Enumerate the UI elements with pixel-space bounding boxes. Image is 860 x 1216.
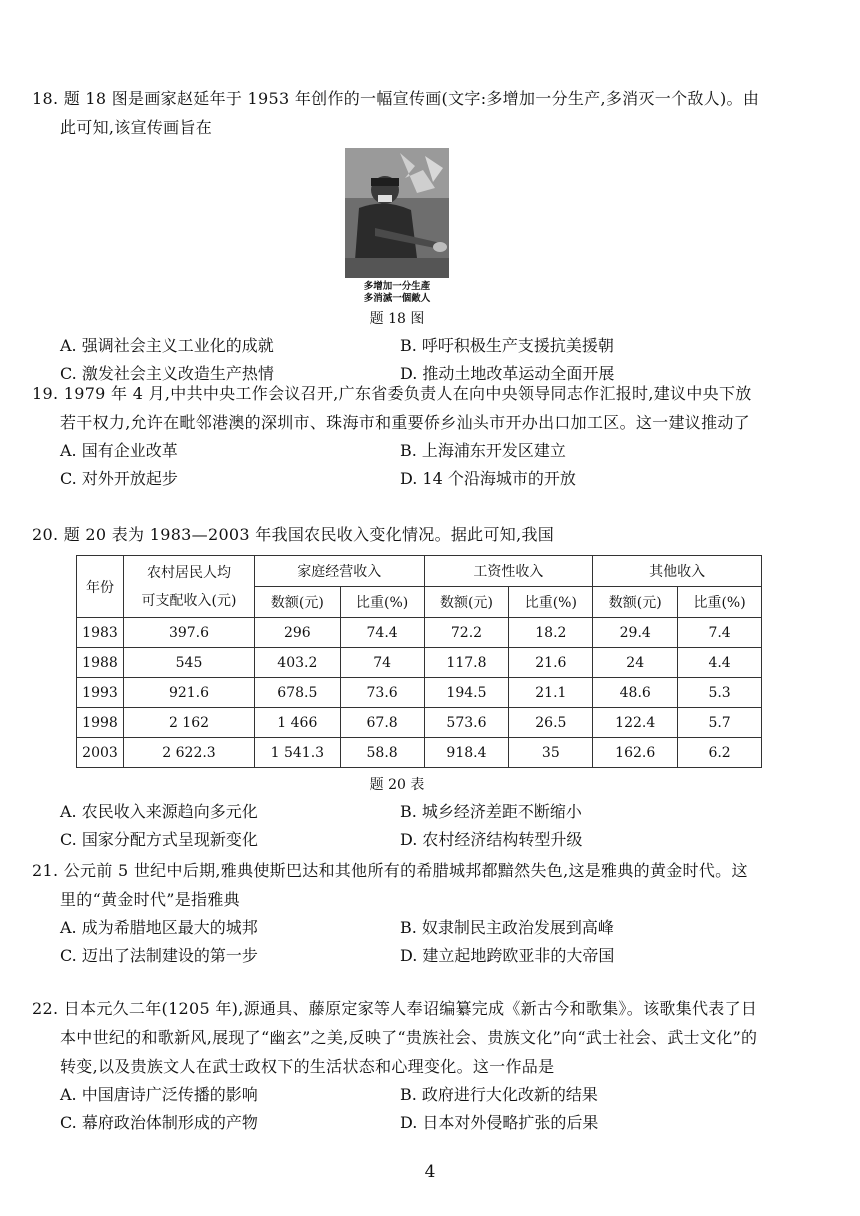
question-19-options [32, 437, 762, 493]
table-row: 1983 397.6 296 74.4 72.2 18.2 29.4 7.4 [77, 618, 762, 648]
header-amount: 数额(元) [255, 587, 341, 618]
question-21 [32, 856, 762, 970]
table-20-caption: 题 20 表 [369, 777, 425, 793]
header-year: 年份 [77, 556, 124, 618]
header-disposable-income: 农村居民人均 可支配收入(元) [124, 556, 255, 618]
option-a: A. 强调社会主义工业化的成就 [60, 336, 274, 355]
header-amount: 数额(元) [424, 587, 509, 618]
question-19 [32, 379, 762, 493]
table-row: 1998 2 162 1 466 67.8 573.6 26.5 122.4 5.7 [77, 708, 762, 738]
poster-slogan-line-2: 多消滅一個敵人 [363, 293, 431, 304]
option-c: C. 激发社会主义改造生产热情 [60, 364, 274, 383]
option-b: B. 城乡经济差距不断缩小 [400, 802, 582, 821]
option-c: C. 国家分配方式呈现新变化 [60, 830, 258, 849]
question-20-tail [32, 772, 762, 854]
option-d: D. 日本对外侵略扩张的后果 [400, 1113, 599, 1132]
option-a: A. 国有企业改革 [60, 441, 178, 460]
header-other-income: 其他收入 [593, 556, 762, 587]
option-d: D. 14 个沿海城市的开放 [400, 469, 576, 488]
header-family-income: 家庭经营收入 [255, 556, 425, 587]
table-row: 1988 545 403.2 74 117.8 21.6 24 4.4 [77, 648, 762, 678]
option-b: B. 奴隶制民主政治发展到高峰 [400, 918, 614, 937]
page-number: 4 [424, 1162, 436, 1182]
question-22-options [32, 1081, 762, 1137]
propaganda-poster-image [345, 148, 449, 304]
question-22 [32, 994, 762, 1137]
question-18 [32, 84, 762, 388]
figure-18-caption: 题 18 图 [369, 311, 425, 327]
header-ratio: 比重(%) [340, 587, 424, 618]
question-20-options [32, 798, 762, 854]
question-21-options [32, 914, 762, 970]
option-a: A. 农民收入来源趋向多元化 [60, 802, 258, 821]
option-b: B. 政府进行大化改新的结果 [400, 1085, 598, 1104]
question-22-stem: 22. 日本元久二年(1205 年),源通具、藤原定家等人奉诏编纂完成《新古今和歌集》。该歌集代表了日本中世纪的和歌新风,展现了“幽玄”之美,反映了“贵族社会、贵族文化”向“武士社会、武士文化”的转变,以及贵族文人在武士政权下的生活状态和心理变化。这一作品是 [32, 999, 758, 1076]
option-d: D. 农村经济结构转型升级 [400, 830, 583, 849]
option-b: B. 上海浦东开发区建立 [400, 441, 566, 460]
option-c: C. 迈出了法制建设的第一步 [60, 946, 258, 965]
question-21-stem: 21. 公元前 5 世纪中后期,雅典使斯巴达和其他所有的希腊城邦都黯然失色,这是雅典的黄金时代。这里的“黄金时代”是指雅典 [32, 861, 748, 909]
option-a: A. 成为希腊地区最大的城邦 [60, 918, 258, 937]
option-a: A. 中国唐诗广泛传播的影响 [60, 1085, 258, 1104]
option-c: C. 对外开放起步 [60, 469, 178, 488]
header-ratio: 比重(%) [509, 587, 593, 618]
question-20-stem: 20. 题 20 表为 1983—2003 年我国农民收入变化情况。据此可知,我国 [32, 525, 555, 544]
question-19-stem: 19. 1979 年 4 月,中共中央工作会议召开,广东省委负责人在向中央领导同志作汇报时,建议中央下放若干权力,允许在毗邻港澳的深圳市、珠海市和重要侨乡汕头市开办出口加工区。这一建议推动了 [32, 384, 752, 432]
option-b: B. 呼吁积极生产支援抗美援朝 [400, 336, 614, 355]
income-table [76, 555, 762, 768]
table-row: 2003 2 622.3 1 541.3 58.8 918.4 35 162.6 6.2 [77, 738, 762, 768]
option-d: D. 建立起地跨欧亚非的大帝国 [400, 946, 615, 965]
poster-slogan-line-1: 多增加一分生產 [363, 281, 431, 292]
header-ratio: 比重(%) [678, 587, 762, 618]
header-wage-income: 工资性收入 [424, 556, 593, 587]
table-row: 1993 921.6 678.5 73.6 194.5 21.1 48.6 5.3 [77, 678, 762, 708]
question-20 [32, 520, 762, 549]
question-18-stem: 18. 题 18 图是画家赵延年于 1953 年创作的一幅宣传画(文字:多增加一分生产,多消灭一个敌人)。由此可知,该宣传画旨在 [32, 89, 760, 137]
option-c: C. 幕府政治体制形成的产物 [60, 1113, 258, 1132]
header-amount: 数额(元) [593, 587, 678, 618]
option-d: D. 推动土地改革运动全面开展 [400, 364, 615, 383]
